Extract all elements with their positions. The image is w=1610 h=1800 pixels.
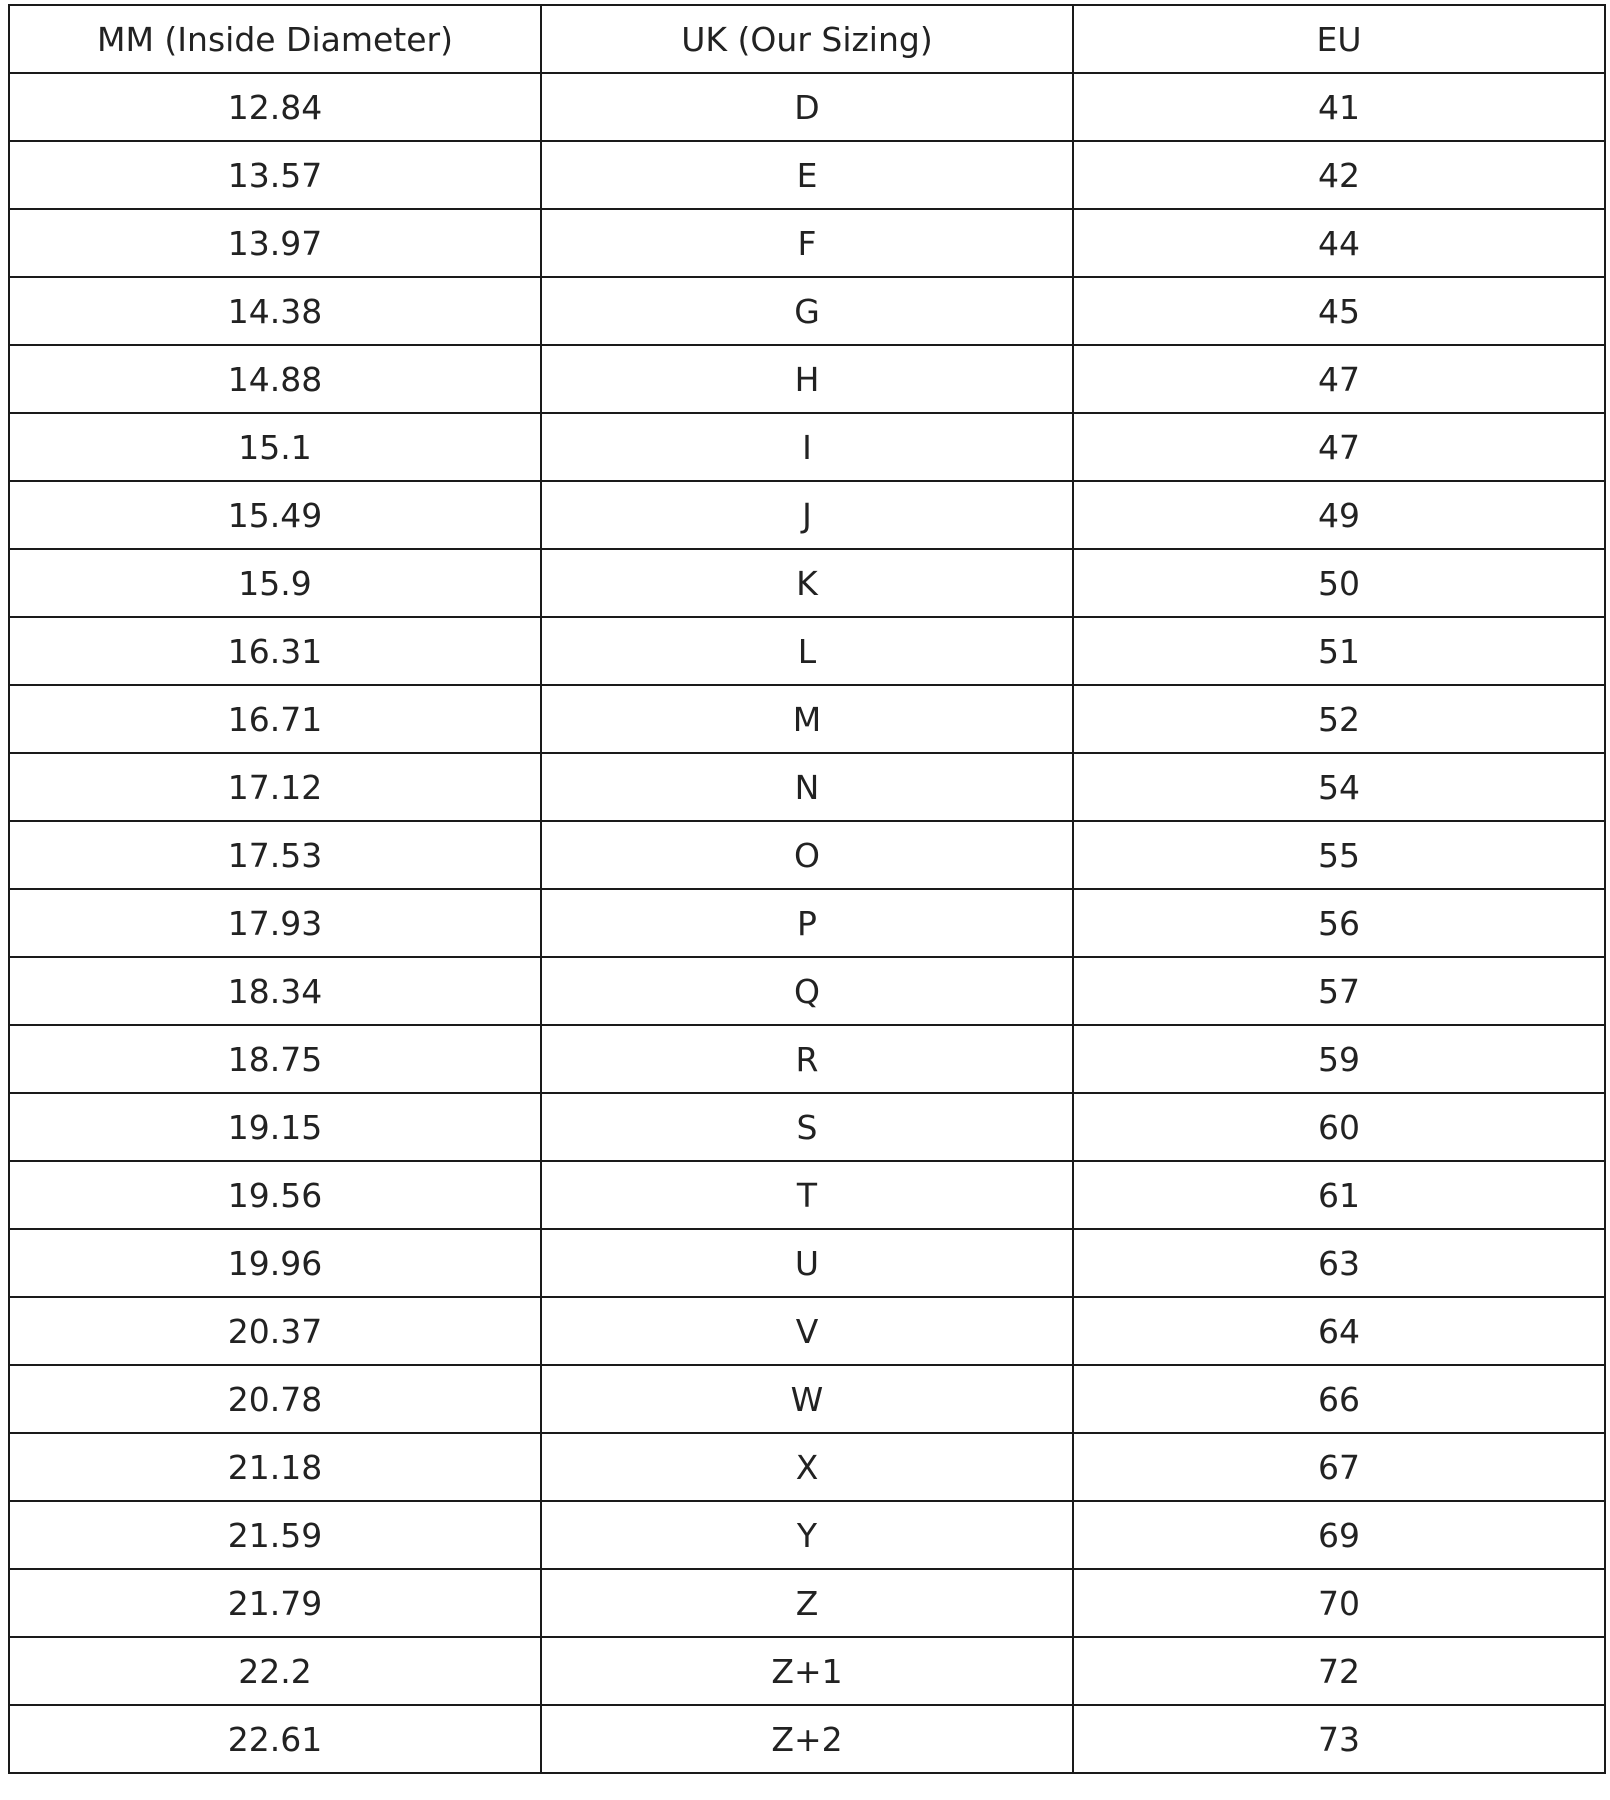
cell-uk: F	[541, 209, 1073, 277]
cell-mm: 12.84	[9, 73, 541, 141]
cell-uk: M	[541, 685, 1073, 753]
cell-mm: 20.78	[9, 1365, 541, 1433]
cell-mm: 16.71	[9, 685, 541, 753]
cell-eu: 44	[1073, 209, 1605, 277]
cell-eu: 49	[1073, 481, 1605, 549]
table-row	[9, 1229, 1605, 1297]
table-row	[9, 481, 1605, 549]
cell-eu: 55	[1073, 821, 1605, 889]
cell-uk: Y	[541, 1501, 1073, 1569]
cell-eu: 61	[1073, 1161, 1605, 1229]
cell-eu: 56	[1073, 889, 1605, 957]
cell-uk: D	[541, 73, 1073, 141]
cell-uk: P	[541, 889, 1073, 957]
cell-mm: 21.18	[9, 1433, 541, 1501]
cell-mm: 17.93	[9, 889, 541, 957]
table-row	[9, 1705, 1605, 1773]
cell-mm: 17.12	[9, 753, 541, 821]
cell-uk: G	[541, 277, 1073, 345]
table-row	[9, 345, 1605, 413]
cell-mm: 14.38	[9, 277, 541, 345]
table-row	[9, 549, 1605, 617]
cell-eu: 41	[1073, 73, 1605, 141]
cell-mm: 15.49	[9, 481, 541, 549]
cell-mm: 18.75	[9, 1025, 541, 1093]
table-body	[9, 73, 1605, 1773]
cell-mm: 21.79	[9, 1569, 541, 1637]
cell-mm: 13.97	[9, 209, 541, 277]
table-row	[9, 1365, 1605, 1433]
cell-uk: S	[541, 1093, 1073, 1161]
cell-eu: 42	[1073, 141, 1605, 209]
cell-mm: 17.53	[9, 821, 541, 889]
cell-eu: 47	[1073, 345, 1605, 413]
cell-uk: R	[541, 1025, 1073, 1093]
table-row	[9, 753, 1605, 821]
table-row	[9, 821, 1605, 889]
table-row	[9, 617, 1605, 685]
cell-eu: 69	[1073, 1501, 1605, 1569]
table-row	[9, 209, 1605, 277]
cell-eu: 45	[1073, 277, 1605, 345]
cell-eu: 57	[1073, 957, 1605, 1025]
cell-eu: 66	[1073, 1365, 1605, 1433]
cell-uk: V	[541, 1297, 1073, 1365]
cell-uk: I	[541, 413, 1073, 481]
cell-mm: 19.15	[9, 1093, 541, 1161]
cell-eu: 47	[1073, 413, 1605, 481]
header-mm: MM (Inside Diameter)	[9, 5, 541, 73]
cell-eu: 64	[1073, 1297, 1605, 1365]
cell-uk: T	[541, 1161, 1073, 1229]
table-row	[9, 957, 1605, 1025]
header-eu: EU	[1073, 5, 1605, 73]
cell-mm: 15.9	[9, 549, 541, 617]
cell-uk: H	[541, 345, 1073, 413]
cell-eu: 70	[1073, 1569, 1605, 1637]
cell-uk: W	[541, 1365, 1073, 1433]
cell-uk: X	[541, 1433, 1073, 1501]
header-uk: UK (Our Sizing)	[541, 5, 1073, 73]
table-row	[9, 413, 1605, 481]
cell-mm: 19.96	[9, 1229, 541, 1297]
cell-mm: 19.56	[9, 1161, 541, 1229]
cell-mm: 22.61	[9, 1705, 541, 1773]
cell-mm: 16.31	[9, 617, 541, 685]
cell-eu: 72	[1073, 1637, 1605, 1705]
cell-uk: E	[541, 141, 1073, 209]
table-row	[9, 1025, 1605, 1093]
cell-eu: 60	[1073, 1093, 1605, 1161]
cell-uk: O	[541, 821, 1073, 889]
cell-uk: L	[541, 617, 1073, 685]
cell-uk: K	[541, 549, 1073, 617]
cell-eu: 51	[1073, 617, 1605, 685]
table-row	[9, 1637, 1605, 1705]
cell-uk: Z+2	[541, 1705, 1073, 1773]
cell-uk: Z	[541, 1569, 1073, 1637]
cell-uk: U	[541, 1229, 1073, 1297]
cell-eu: 63	[1073, 1229, 1605, 1297]
cell-eu: 50	[1073, 549, 1605, 617]
table-header	[9, 5, 1605, 73]
cell-mm: 18.34	[9, 957, 541, 1025]
cell-eu: 59	[1073, 1025, 1605, 1093]
cell-mm: 20.37	[9, 1297, 541, 1365]
cell-mm: 15.1	[9, 413, 541, 481]
table-row	[9, 1093, 1605, 1161]
table-row	[9, 73, 1605, 141]
cell-mm: 22.2	[9, 1637, 541, 1705]
cell-mm: 13.57	[9, 141, 541, 209]
table-row	[9, 1161, 1605, 1229]
ring-size-table	[8, 4, 1606, 1774]
cell-eu: 52	[1073, 685, 1605, 753]
table-row	[9, 1501, 1605, 1569]
cell-mm: 14.88	[9, 345, 541, 413]
table-row	[9, 141, 1605, 209]
cell-eu: 67	[1073, 1433, 1605, 1501]
table-row	[9, 1433, 1605, 1501]
table-row	[9, 277, 1605, 345]
table-row	[9, 889, 1605, 957]
header-row	[9, 5, 1605, 73]
cell-uk: Z+1	[541, 1637, 1073, 1705]
cell-mm: 21.59	[9, 1501, 541, 1569]
cell-eu: 73	[1073, 1705, 1605, 1773]
table-row	[9, 1569, 1605, 1637]
table-row	[9, 1297, 1605, 1365]
cell-uk: Q	[541, 957, 1073, 1025]
cell-uk: N	[541, 753, 1073, 821]
cell-eu: 54	[1073, 753, 1605, 821]
table-row	[9, 685, 1605, 753]
cell-uk: J	[541, 481, 1073, 549]
